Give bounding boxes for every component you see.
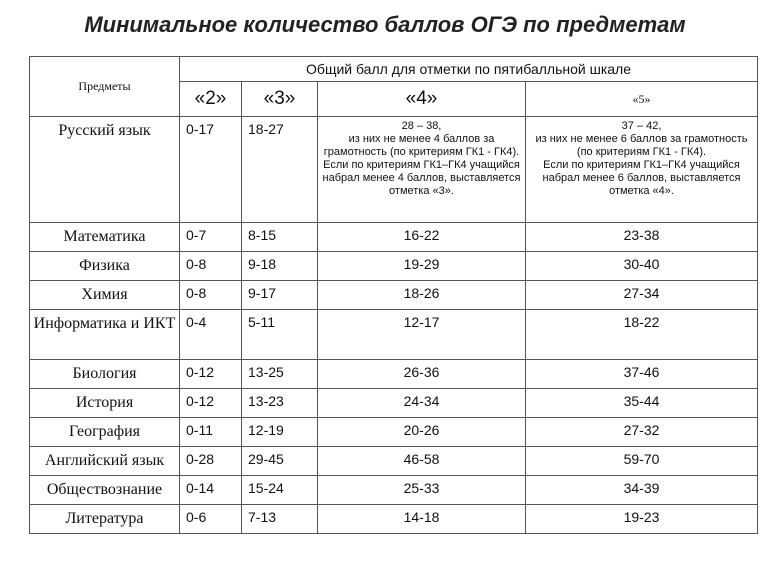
grade-3-cell: 7-13 [242, 505, 318, 534]
grade-3-cell: 29-45 [242, 447, 318, 476]
grade-5-cell: 37-46 [526, 360, 758, 389]
grade-2-cell: 0-11 [180, 418, 242, 447]
grade-5-cell: 30-40 [526, 252, 758, 281]
grade-5-note-cell [526, 117, 758, 223]
grade-4-cell: 26-36 [318, 360, 526, 389]
grade-4-cell: 19-29 [318, 252, 526, 281]
table-row [30, 223, 758, 252]
grade-3-cell: 5-11 [242, 310, 318, 360]
table-row [30, 252, 758, 281]
grade-5-cell: 27-32 [526, 418, 758, 447]
grade-3-cell: 9-18 [242, 252, 318, 281]
grade-2-header: «2» [180, 82, 242, 117]
grade-4-cell: 25-33 [318, 476, 526, 505]
grade-4-cell: 24-34 [318, 389, 526, 418]
table-row [30, 447, 758, 476]
subject-cell: История [30, 389, 180, 418]
table-row [30, 281, 758, 310]
table-row [30, 117, 758, 223]
scores-table [29, 56, 758, 534]
grade-2-cell: 0-8 [180, 281, 242, 310]
page-title: Минимальное количество баллов ОГЭ по предметам [84, 12, 686, 37]
subject-cell: Химия [30, 281, 180, 310]
scale-header: Общий балл для отметки по пятибалльной шкале [180, 57, 758, 82]
grade-2-cell: 0-8 [180, 252, 242, 281]
grade-5-cell: 27-34 [526, 281, 758, 310]
table-row [30, 418, 758, 447]
grade-5-cell: 23-38 [526, 223, 758, 252]
grade-3-cell: 13-25 [242, 360, 318, 389]
grade-5-cell: 19-23 [526, 505, 758, 534]
subject-cell: Биология [30, 360, 180, 389]
grade-3-cell: 8-15 [242, 223, 318, 252]
grade-5-cell: 59-70 [526, 447, 758, 476]
grade-5-cell: 18-22 [526, 310, 758, 360]
table-row [30, 476, 758, 505]
grade-2-cell: 0-17 [180, 117, 242, 223]
grade-5-note: 37 – 42, из них не менее 6 баллов за грамотность (по критериям ГК1 - ГК4). Если по критериям ГК1–ГК4 учащийся набрал менее 6 баллов, выставляется отметка «4». [535, 120, 748, 197]
grade-2-cell: 0-7 [180, 223, 242, 252]
grade-4-cell: 14-18 [318, 505, 526, 534]
subject-cell: Литература [30, 505, 180, 534]
table-row [30, 505, 758, 534]
grade-3-cell: 12-19 [242, 418, 318, 447]
grade-4-cell: 16-22 [318, 223, 526, 252]
subject-cell: Физика [30, 252, 180, 281]
grade-2-cell: 0-6 [180, 505, 242, 534]
grade-4-note-cell [318, 117, 526, 223]
subject-cell: География [30, 418, 180, 447]
subject-cell: Математика [30, 223, 180, 252]
grade-3-cell: 13-23 [242, 389, 318, 418]
grade-4-cell: 12-17 [318, 310, 526, 360]
grade-2-cell: 0-28 [180, 447, 242, 476]
table-row [30, 360, 758, 389]
grade-4-cell: 18-26 [318, 281, 526, 310]
grade-2-cell: 0-12 [180, 360, 242, 389]
grade-4-cell: 46-58 [318, 447, 526, 476]
grade-5-cell: 34-39 [526, 476, 758, 505]
subject-cell: Информатика и ИКТ [30, 310, 180, 360]
grade-2-cell: 0-14 [180, 476, 242, 505]
grade-3-header: «3» [242, 82, 318, 117]
grade-2-cell: 0-12 [180, 389, 242, 418]
table-row [30, 389, 758, 418]
subject-cell: Обществознание [30, 476, 180, 505]
subjects-header: Предметы [30, 57, 180, 117]
grade-3-cell: 9-17 [242, 281, 318, 310]
grade-5-header: «5» [526, 82, 758, 117]
subject-cell: Английский язык [30, 447, 180, 476]
grade-2-cell: 0-4 [180, 310, 242, 360]
grade-4-header: «4» [318, 82, 526, 117]
grade-5-cell: 35-44 [526, 389, 758, 418]
grade-3-cell: 15-24 [242, 476, 318, 505]
grade-3-cell: 18-27 [242, 117, 318, 223]
table-row [30, 310, 758, 360]
grade-4-note: 28 – 38, из них не менее 4 баллов за грамотность (по критериям ГК1 - ГК4). Если по критериям ГК1–ГК4 учащийся набрал менее 4 баллов, выставляется отметка «3». [322, 120, 521, 197]
grade-4-cell: 20-26 [318, 418, 526, 447]
subject-cell: Русский язык [30, 117, 180, 223]
